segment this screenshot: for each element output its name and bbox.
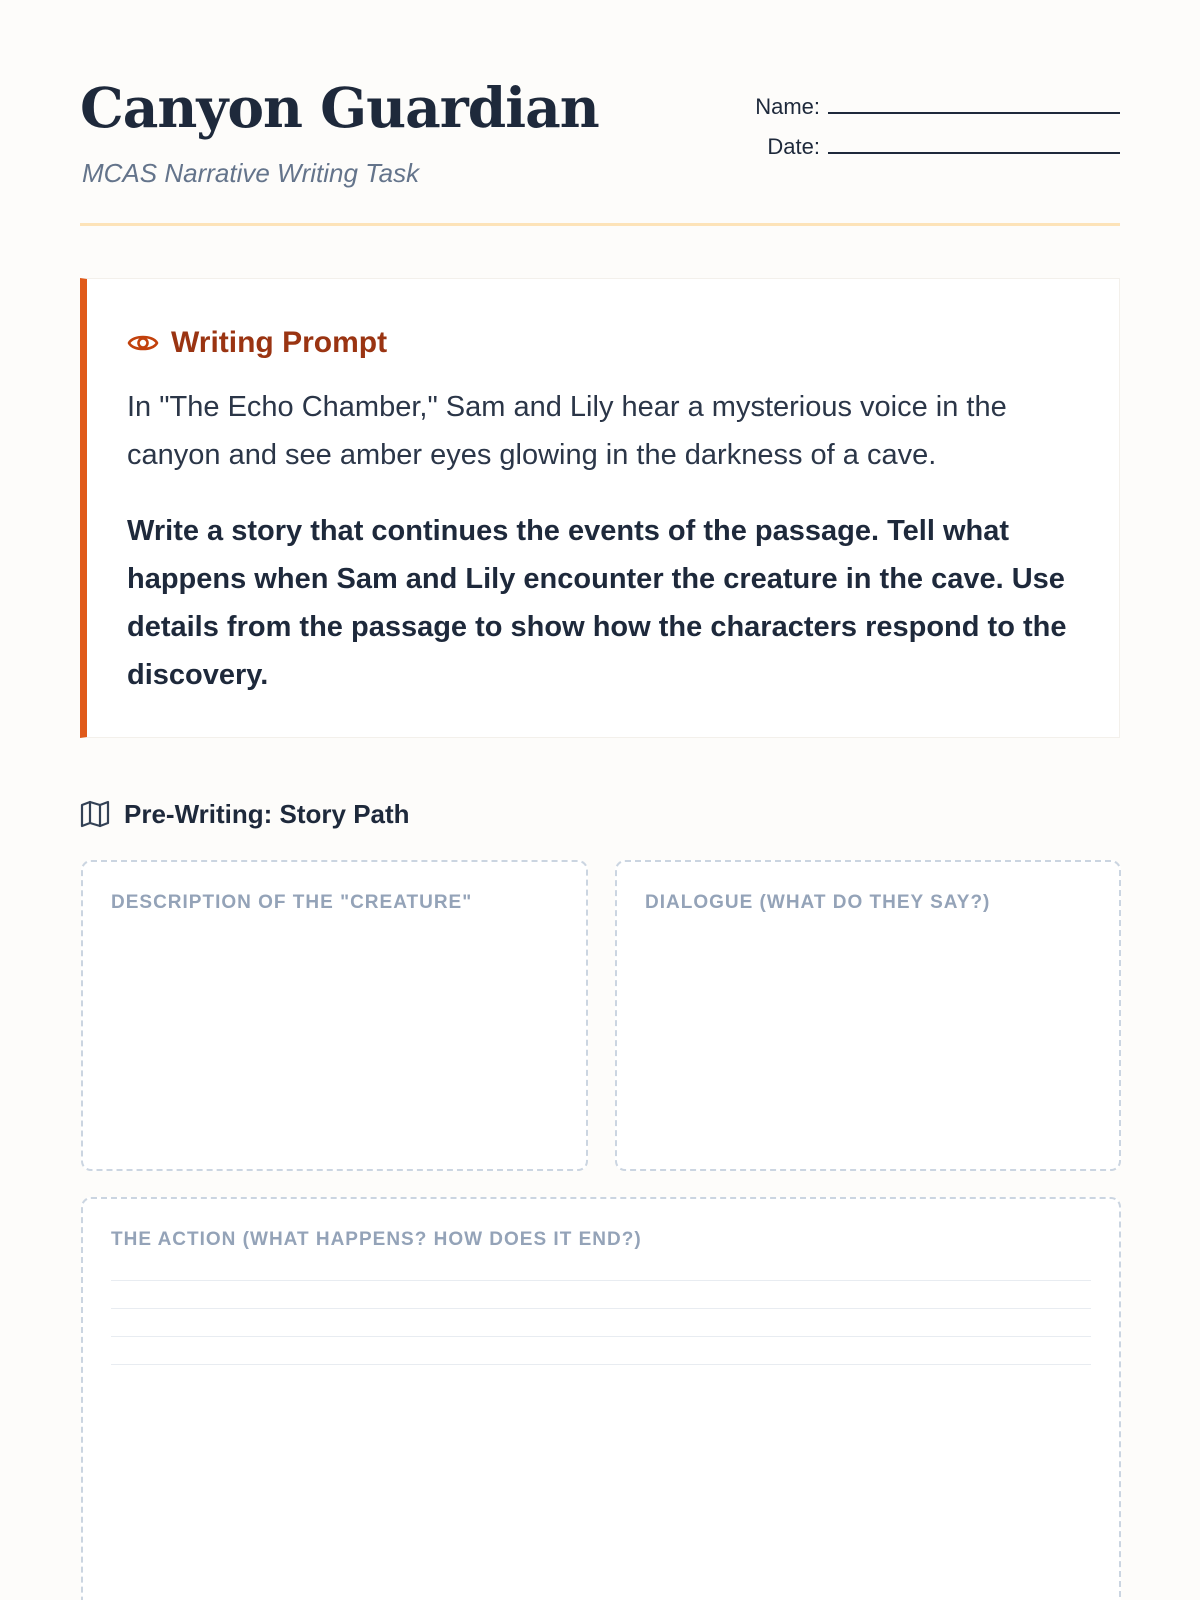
page-subtitle: MCAS Narrative Writing Task <box>82 158 420 188</box>
student-info-fields <box>740 80 1120 160</box>
action-box[interactable] <box>81 1197 1121 1600</box>
name-blank-line[interactable] <box>828 86 1120 114</box>
writing-line <box>111 1280 1091 1281</box>
writing-line <box>111 1336 1091 1337</box>
eye-icon <box>127 331 159 355</box>
writing-line <box>111 1364 1091 1365</box>
writing-prompt-card <box>80 278 1120 738</box>
dialogue-box[interactable] <box>615 860 1121 1171</box>
page-title: Canyon Guardian <box>80 75 599 140</box>
creature-description-label: DESCRIPTION OF THE "CREATURE" <box>111 892 473 913</box>
action-label: THE ACTION (WHAT HAPPENS? HOW DOES IT END?) <box>111 1229 642 1250</box>
date-label: Date: <box>767 134 820 159</box>
prompt-context-text: In "The Echo Chamber," Sam and Lily hear a mysterious voice in the canyon and see amber eyes glowing in the darkness of a cave. <box>127 391 1007 471</box>
writing-line <box>111 1308 1091 1309</box>
creature-description-box[interactable] <box>81 860 588 1171</box>
date-blank-line[interactable] <box>828 126 1120 154</box>
date-field-row <box>740 120 1120 160</box>
name-label: Name: <box>755 94 820 119</box>
worksheet-header <box>80 0 1120 226</box>
writing-prompt-title: Writing Prompt <box>171 326 388 359</box>
writing-prompt-heading <box>127 323 1073 363</box>
prompt-task-text: Write a story that continues the events of the passage. Tell what happens when Sam and Lily encounter the creature in the cave. Use details from the passage to show how the characters respond to the discovery. <box>127 515 1067 691</box>
map-icon <box>80 800 110 828</box>
prewriting-heading <box>80 796 410 832</box>
dialogue-label: DIALOGUE (WHAT DO THEY SAY?) <box>645 892 991 913</box>
name-field-row <box>740 80 1120 120</box>
prewriting-title: Pre-Writing: Story Path <box>124 798 410 829</box>
